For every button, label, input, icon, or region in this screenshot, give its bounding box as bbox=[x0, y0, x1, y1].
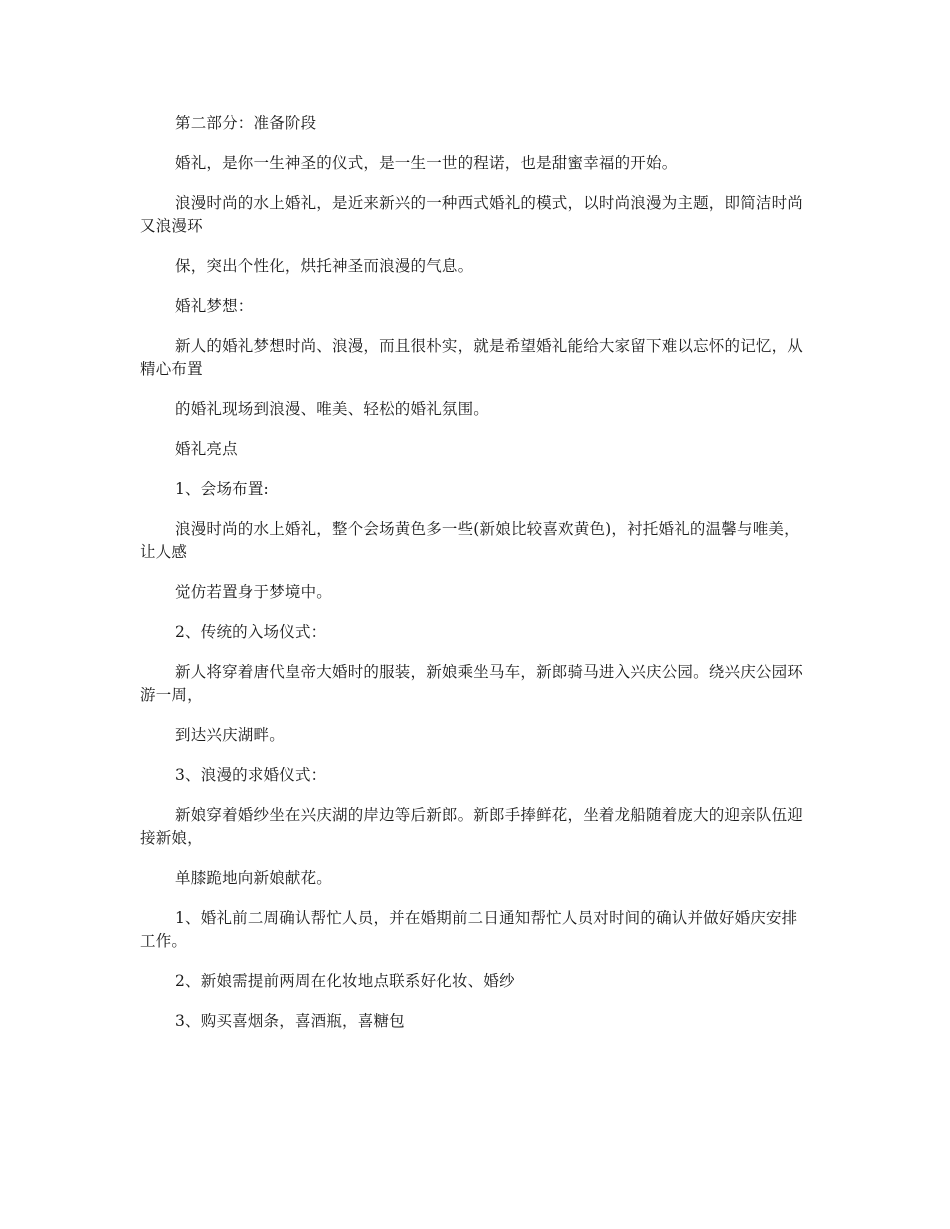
paragraph: 浪漫时尚的水上婚礼，整个会场黄色多一些(新娘比较喜欢黄色)，衬托婚礼的温馨与唯美，让人感 bbox=[140, 520, 800, 561]
list-item: 3、购买喜烟条，喜酒瓶，喜糖包 bbox=[175, 1012, 405, 1030]
list-item: 2、新娘需提前两周在化妆地点联系好化妆、婚纱 bbox=[175, 972, 515, 990]
list-item: 1、婚礼前二周确认帮忙人员，并在婚期前二日通知帮忙人员对时间的确认并做好婚庆安排工作。 bbox=[140, 909, 798, 950]
subheading: 婚礼梦想： bbox=[175, 297, 254, 315]
paragraph: 浪漫时尚的水上婚礼，是近来新兴的一种西式婚礼的模式，以时尚浪漫为主题，即简洁时尚又浪漫环 bbox=[140, 194, 804, 235]
section-heading: 第二部分：准备阶段 bbox=[175, 114, 317, 132]
list-item: 2、传统的入场仪式： bbox=[175, 623, 327, 641]
paragraph: 新人的婚礼梦想时尚、浪漫，而且很朴实，就是希望婚礼能给大家留下难以忘怀的记忆，从精心布置 bbox=[140, 337, 804, 378]
paragraph: 保，突出个性化，烘托神圣而浪漫的气息。 bbox=[175, 257, 474, 275]
paragraph: 新人将穿着唐代皇帝大婚时的服装，新娘乘坐马车，新郎骑马进入兴庆公园。绕兴庆公园环游一周， bbox=[140, 663, 804, 704]
paragraph: 的婚礼现场到浪漫、唯美、轻松的婚礼氛围。 bbox=[175, 400, 490, 418]
document-body bbox=[140, 112, 810, 1050]
list-item: 1、会场布置: bbox=[175, 480, 269, 498]
paragraph: 新娘穿着婚纱坐在兴庆湖的岸边等后新郎。新郎手捧鲜花，坐着龙船随着庞大的迎亲队伍迎接新娘， bbox=[140, 806, 804, 847]
paragraph: 觉仿若置身于梦境中。 bbox=[175, 583, 333, 601]
list-item: 3、浪漫的求婚仪式： bbox=[175, 766, 327, 784]
paragraph: 到达兴庆湖畔。 bbox=[175, 726, 285, 744]
paragraph: 婚礼，是你一生神圣的仪式，是一生一世的程诺，也是甜蜜幸福的开始。 bbox=[175, 154, 678, 172]
subheading: 婚礼亮点 bbox=[175, 440, 238, 458]
paragraph: 单膝跪地向新娘献花。 bbox=[175, 869, 333, 887]
